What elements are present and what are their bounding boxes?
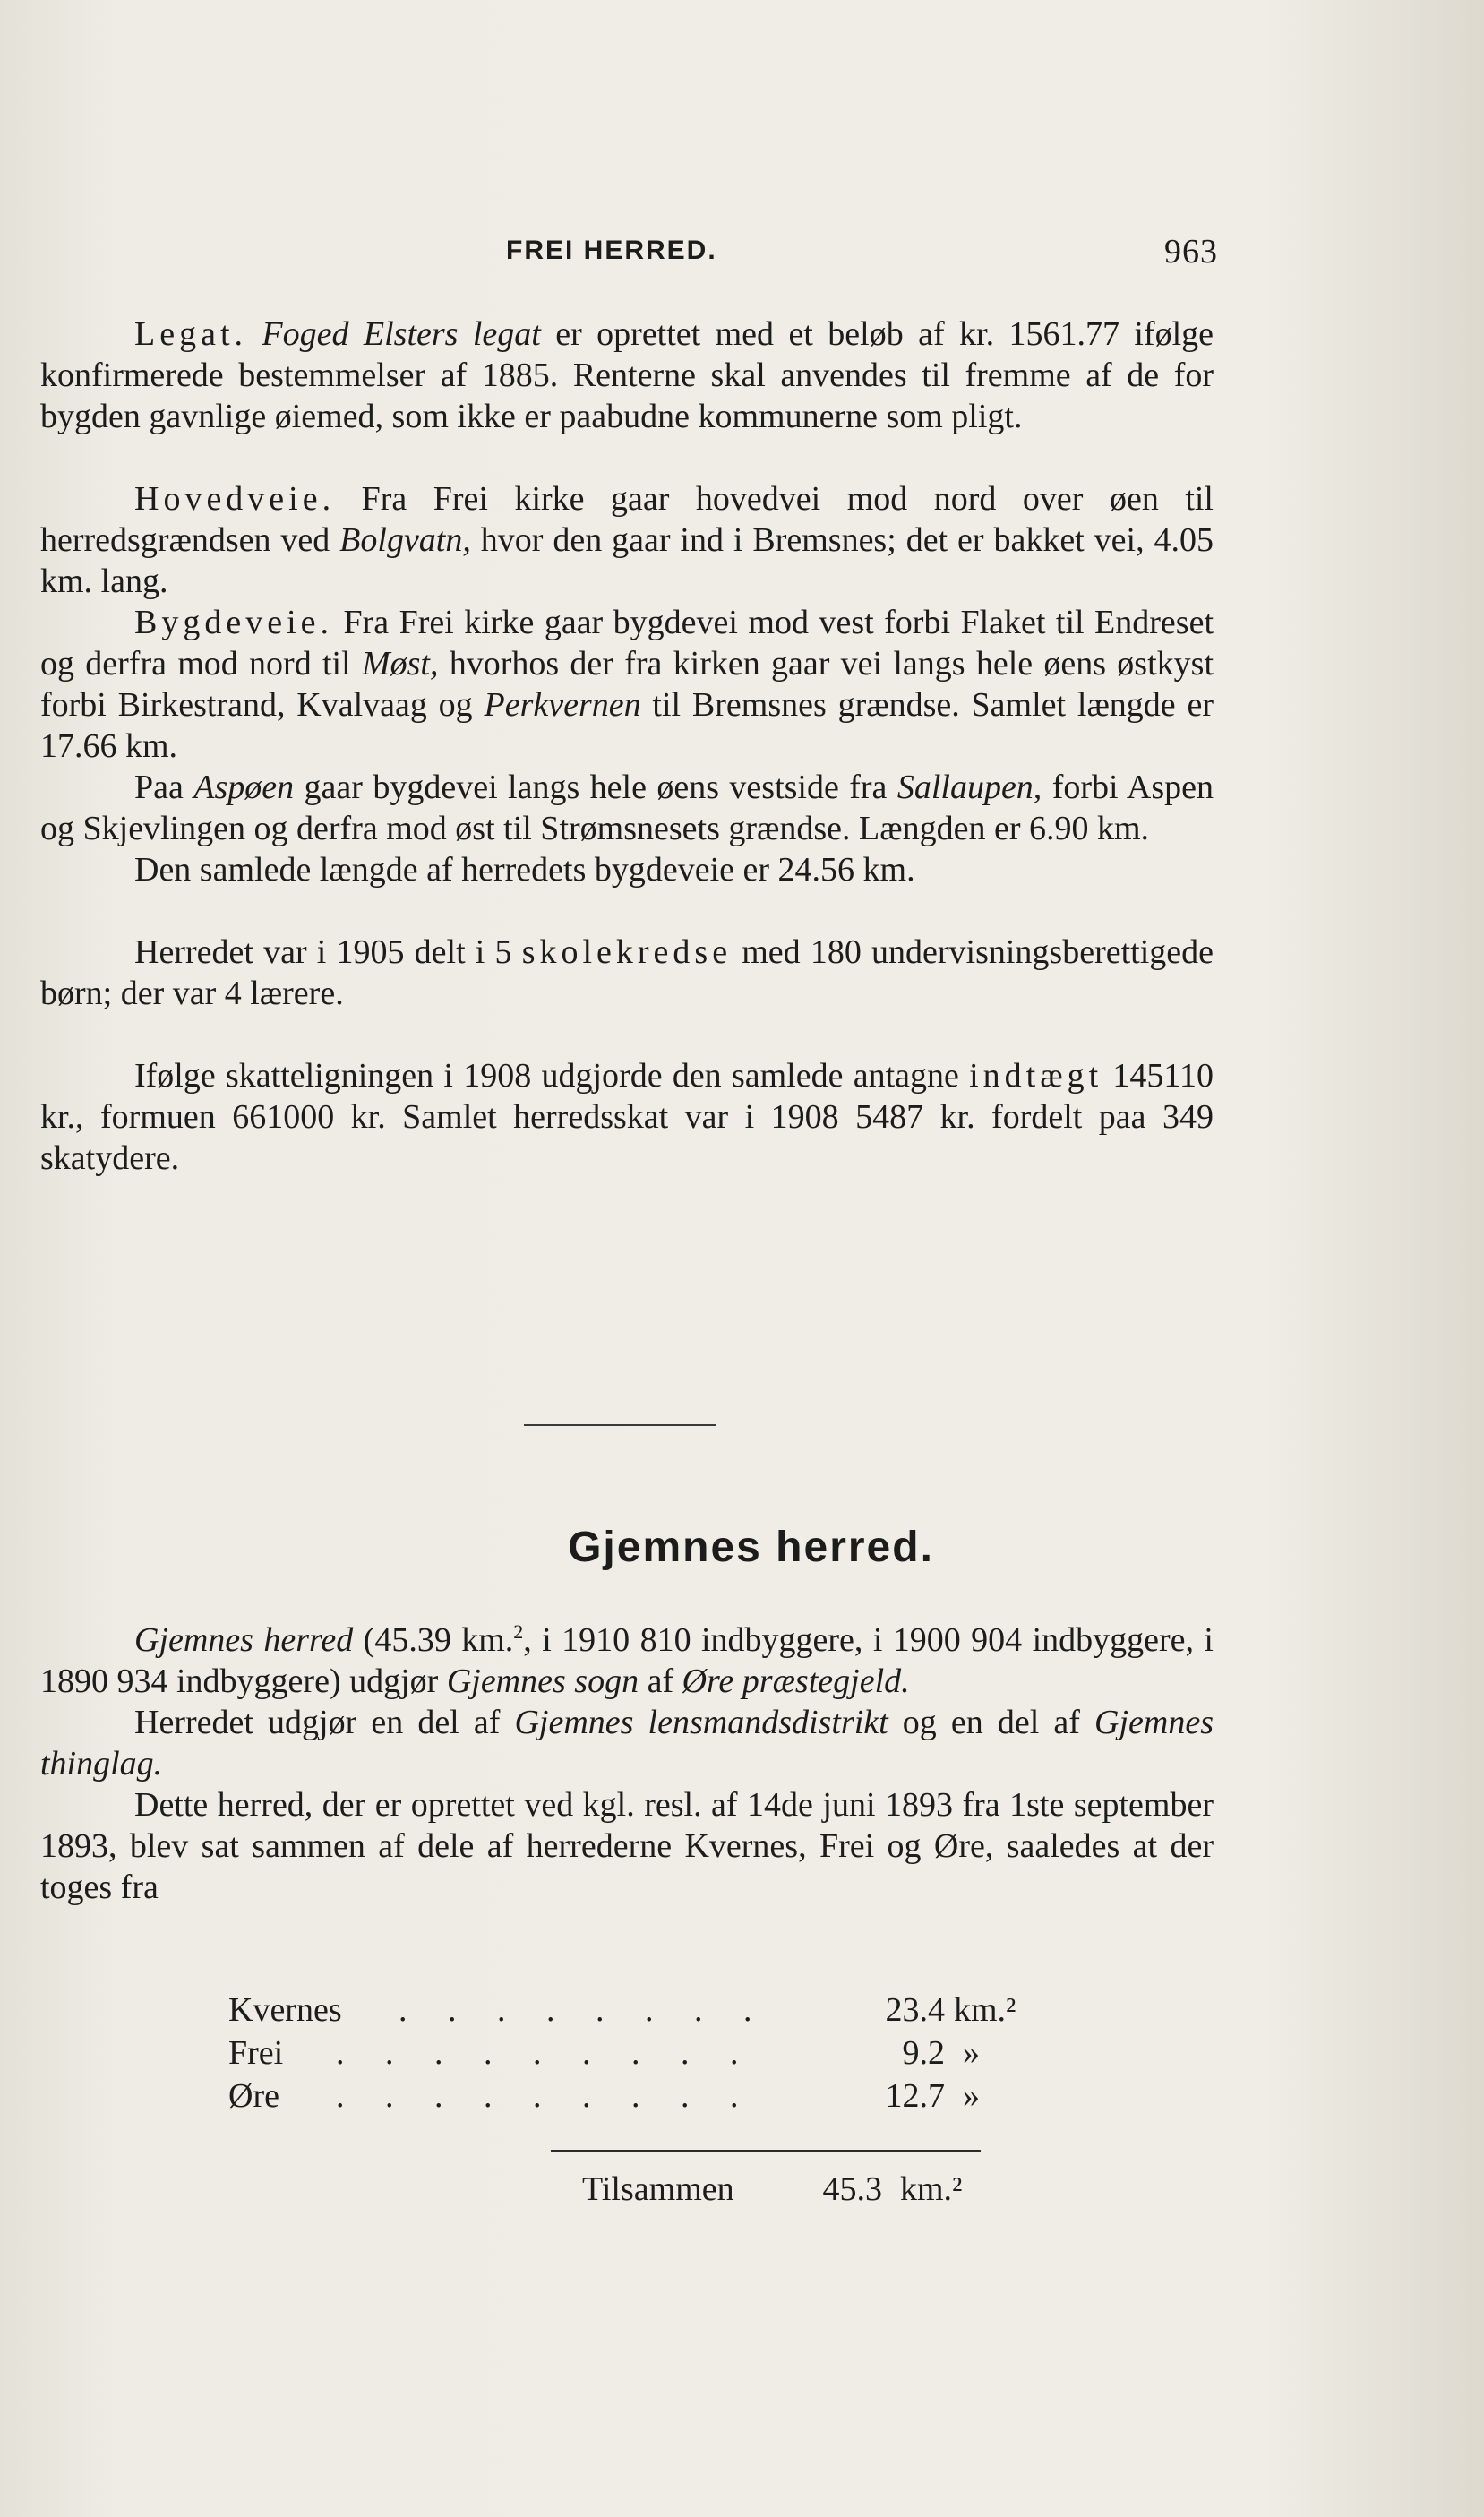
table-row bbox=[228, 2033, 1034, 2076]
legat-heading: Legat. bbox=[134, 315, 248, 353]
sum-rule bbox=[551, 2150, 981, 2152]
total-value: 45.3 bbox=[822, 2170, 882, 2208]
row-dots: . . . . . . . . . bbox=[336, 2077, 755, 2115]
paragraph-gjemnes-2 bbox=[40, 1702, 1214, 1784]
section-title: Gjemnes herred. bbox=[568, 1524, 934, 1571]
row-dots: . . . . . . . . . bbox=[336, 2034, 755, 2072]
aspoen-italic-2: Sallaupen, bbox=[896, 769, 1042, 806]
row-value: 9.2 bbox=[902, 2034, 945, 2072]
hovedveie-text-1: Fra Frei kirke gaar hovedvei mod nord over øen til herredsgrændsen ved bbox=[40, 480, 1214, 559]
skole-text-2: med 180 undervisningsberettigede børn; der var 4 lærere. bbox=[40, 933, 1214, 1012]
frei-text-block bbox=[40, 314, 1214, 1179]
paragraph-skat bbox=[40, 1055, 1214, 1179]
skat-text-1: Ifølge skatteligningen i 1908 udgjorde den samlede antagne bbox=[134, 1057, 970, 1095]
paragraph-samlede bbox=[40, 849, 1214, 890]
total-label: Tilsammen bbox=[582, 2170, 734, 2208]
hovedveie-italic: Bolgvatn, bbox=[339, 521, 471, 559]
paragraph-gjemnes-1 bbox=[40, 1619, 1214, 1702]
section-divider bbox=[524, 1424, 716, 1426]
gjemnes-italic-2: Gjemnes sogn bbox=[446, 1662, 639, 1700]
gjemnes2-text-2: og en del af bbox=[888, 1704, 1095, 1741]
gjemnes-italic-1: Gjemnes herred bbox=[134, 1621, 354, 1659]
page-number: 963 bbox=[1164, 233, 1218, 271]
hovedveie-heading: Hovedveie. bbox=[134, 480, 336, 518]
aspoen-text-3: forbi Aspen og Skjevlingen og derfra mod øst til Strømsnesets grændse. Længden er 6.90 km. bbox=[40, 769, 1214, 847]
aspoen-italic-1: Aspøen bbox=[193, 769, 295, 806]
bygdeveie-italic-1: Møst, bbox=[361, 645, 439, 683]
row-value: 12.7 bbox=[885, 2077, 945, 2115]
gjemnes2-italic-2: Gjemnes thinglag. bbox=[40, 1704, 1214, 1783]
row-name: Kvernes bbox=[228, 1991, 342, 2029]
row-unit: » bbox=[963, 2034, 980, 2072]
row-unit: » bbox=[963, 2077, 980, 2115]
row-name: Frei bbox=[228, 2034, 284, 2072]
paragraph-bygdeveie bbox=[40, 602, 1214, 767]
table-row bbox=[228, 1990, 1034, 2033]
header-title: FREI HERRED. bbox=[506, 236, 717, 265]
aspoen-text-2: gaar bygdevei langs hele øens vestside fra bbox=[294, 769, 897, 806]
bygdeveie-text-3: til Bremsnes grændse. Samlet længde er 17.66 km. bbox=[40, 686, 1214, 765]
skat-text-2: 145110 kr., formuen 661000 kr. Samlet herredsskat var i 1908 5487 kr. fordelt paa 349 skatydere. bbox=[40, 1057, 1214, 1177]
gjemnes3-text: Dette herred, der er oprettet ved kgl. resl. af 14de juni 1893 fra 1ste september 1893, blev sat sammen af dele af herrederne Kvernes, Frei og Øre, saaledes at der toges fra bbox=[40, 1786, 1214, 1906]
gjemnes-text-3: af bbox=[639, 1662, 682, 1700]
area-table bbox=[228, 1990, 1034, 2119]
aspoen-text-1: Paa bbox=[134, 769, 194, 806]
gjemnes-italic-3: Øre præstegjeld. bbox=[682, 1662, 910, 1700]
total-unit: km.² bbox=[900, 2170, 963, 2208]
paragraph-aspoen bbox=[40, 767, 1214, 849]
gjemnes2-italic-1: Gjemnes lensmandsdistrikt bbox=[514, 1704, 888, 1741]
paragraph-hovedveie bbox=[40, 478, 1214, 602]
bygdeveie-italic-2: Perkvernen bbox=[484, 686, 641, 724]
gjemnes-text-1: (45.39 km. bbox=[353, 1621, 514, 1659]
bygdeveie-text-2: hvorhos der fra kirken gaar vei langs hele øens østkyst forbi Birkestrand, Kvalvaag og bbox=[40, 645, 1214, 724]
legat-text: er oprettet med et beløb af kr. 1561.77 ifølge konfirmerede bestemmelser af 1885. Renterne skal anvendes til fremme af de for bygden gavnlige øiemed, som ikke er paabudne kommunerne som pligt. bbox=[40, 315, 1214, 435]
running-header bbox=[54, 228, 1218, 273]
paragraph-skole bbox=[40, 932, 1214, 1014]
row-dots: . . . . . . . . bbox=[399, 1991, 768, 2029]
row-name: Øre bbox=[228, 2077, 279, 2115]
bygdeveie-heading: Bygdeveie. bbox=[134, 604, 334, 641]
row-unit: km.² bbox=[954, 1991, 1016, 2029]
bygdeveie-text-1: Fra Frei kirke gaar bygdevei mod vest forbi Flaket til Endreset og derfra mod nord til bbox=[40, 604, 1214, 683]
paragraph-legat bbox=[40, 314, 1214, 437]
row-value: 23.4 bbox=[885, 1991, 945, 2029]
skole-spaced: skolekredse bbox=[521, 933, 733, 971]
table-row bbox=[228, 2076, 1034, 2119]
skat-spaced: indtægt bbox=[969, 1057, 1103, 1095]
legat-italic: Foged Elsters legat bbox=[262, 315, 541, 353]
paragraph-gjemnes-3 bbox=[40, 1784, 1214, 1908]
skole-text-1: Herredet var i 1905 delt i 5 bbox=[134, 933, 522, 971]
gjemnes-text-2: , i 1910 810 indbyggere, i 1900 904 indbyggere, i 1890 934 indbyggere) udgjør bbox=[40, 1621, 1214, 1700]
gjemnes-text-block bbox=[40, 1619, 1214, 1908]
samlede-text: Den samlede længde af herredets bygdeveie er 24.56 km. bbox=[134, 851, 915, 889]
hovedveie-text-2: hvor den gaar ind i Bremsnes; det er bakket vei, 4.05 km. lang. bbox=[40, 521, 1214, 600]
gjemnes2-text-1: Herredet udgjør en del af bbox=[134, 1704, 515, 1741]
gjemnes-sup: 2 bbox=[513, 1620, 524, 1643]
